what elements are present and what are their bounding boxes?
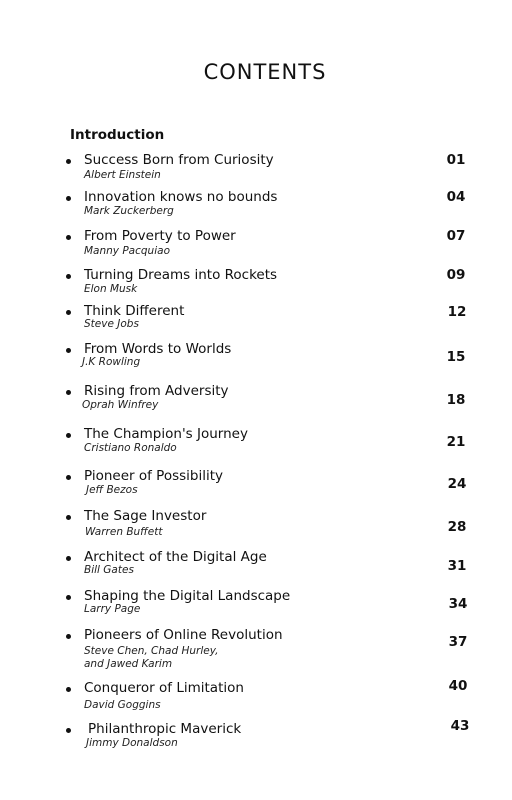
entry-author: Cristiano Ronaldo xyxy=(84,442,177,454)
entry-author: Larry Page xyxy=(84,603,141,615)
entry-author: David Goggins xyxy=(84,699,161,711)
entry-page-number: 18 xyxy=(446,392,466,408)
bullet-icon xyxy=(66,687,71,692)
bullet-icon xyxy=(66,728,71,733)
bullet-icon xyxy=(66,390,71,395)
entry-author-line2: and Jawed Karim xyxy=(84,658,173,670)
bullet-icon xyxy=(66,634,71,639)
entry-page-number: 01 xyxy=(446,152,466,168)
entry-title[interactable]: Turning Dreams into Rockets xyxy=(84,267,278,283)
entry-title[interactable]: The Champion's Journey xyxy=(84,426,248,442)
entry-title[interactable]: Think Different xyxy=(84,303,185,319)
entry-author: J.K Rowling xyxy=(82,356,141,368)
section-heading-introduction: Introduction xyxy=(70,127,165,143)
entry-author: Manny Pacquiao xyxy=(84,245,170,257)
entry-title[interactable]: The Sage Investor xyxy=(84,508,207,524)
entry-title[interactable]: Architect of the Digital Age xyxy=(84,549,267,565)
entry-page-number: 28 xyxy=(447,519,467,535)
bullet-icon xyxy=(66,274,71,279)
entry-page-number: 04 xyxy=(446,189,466,205)
entry-title[interactable]: Pioneers of Online Revolution xyxy=(84,627,283,643)
entry-title[interactable]: Pioneer of Possibility xyxy=(84,468,224,484)
page-title: CONTENTS xyxy=(203,60,327,84)
entry-title[interactable]: From Words to Worlds xyxy=(84,341,232,357)
entry-page-number: 07 xyxy=(446,228,466,244)
bullet-icon xyxy=(66,475,71,480)
entry-title[interactable]: Conqueror of Limitation xyxy=(84,680,244,696)
bullet-icon xyxy=(66,556,71,561)
entry-page-number: 31 xyxy=(447,558,467,574)
entry-page-number: 24 xyxy=(447,476,467,492)
bullet-icon xyxy=(66,159,71,164)
entry-title[interactable]: From Poverty to Power xyxy=(84,228,236,244)
entry-title[interactable]: Shaping the Digital Landscape xyxy=(84,588,291,604)
entry-author: Oprah Winfrey xyxy=(82,399,159,411)
entry-title[interactable]: Innovation knows no bounds xyxy=(84,189,278,205)
entry-author: Mark Zuckerberg xyxy=(84,205,174,217)
entry-page-number: 12 xyxy=(447,304,467,320)
entry-page-number: 34 xyxy=(448,596,468,612)
bullet-icon xyxy=(66,595,71,600)
bullet-icon xyxy=(66,196,71,201)
bullet-icon xyxy=(66,348,71,353)
entry-page-number: 37 xyxy=(448,634,468,650)
entry-title[interactable]: Success Born from Curiosity xyxy=(84,152,274,168)
entry-page-number: 15 xyxy=(446,349,466,365)
bullet-icon xyxy=(66,433,71,438)
entry-author: Warren Buffett xyxy=(85,526,163,538)
entry-author: Elon Musk xyxy=(84,283,138,295)
entry-author: Jeff Bezos xyxy=(86,484,138,496)
entry-page-number: 21 xyxy=(446,434,466,450)
entry-author: Albert Einstein xyxy=(84,169,161,181)
bullet-icon xyxy=(66,235,71,240)
entry-title[interactable]: Rising from Adversity xyxy=(84,383,229,399)
entry-title[interactable]: Philanthropic Maverick xyxy=(88,721,242,737)
entry-author-line1: Steve Chen, Chad Hurley, xyxy=(84,645,219,657)
entry-author: Jimmy Donaldson xyxy=(86,737,178,749)
entry-author: Bill Gates xyxy=(84,564,134,576)
bullet-icon xyxy=(66,310,71,315)
bullet-icon xyxy=(66,515,71,520)
entry-page-number: 09 xyxy=(446,267,466,283)
entry-author: Steve Jobs xyxy=(84,318,139,330)
entry-page-number: 40 xyxy=(448,678,468,694)
entry-page-number: 43 xyxy=(450,718,470,734)
